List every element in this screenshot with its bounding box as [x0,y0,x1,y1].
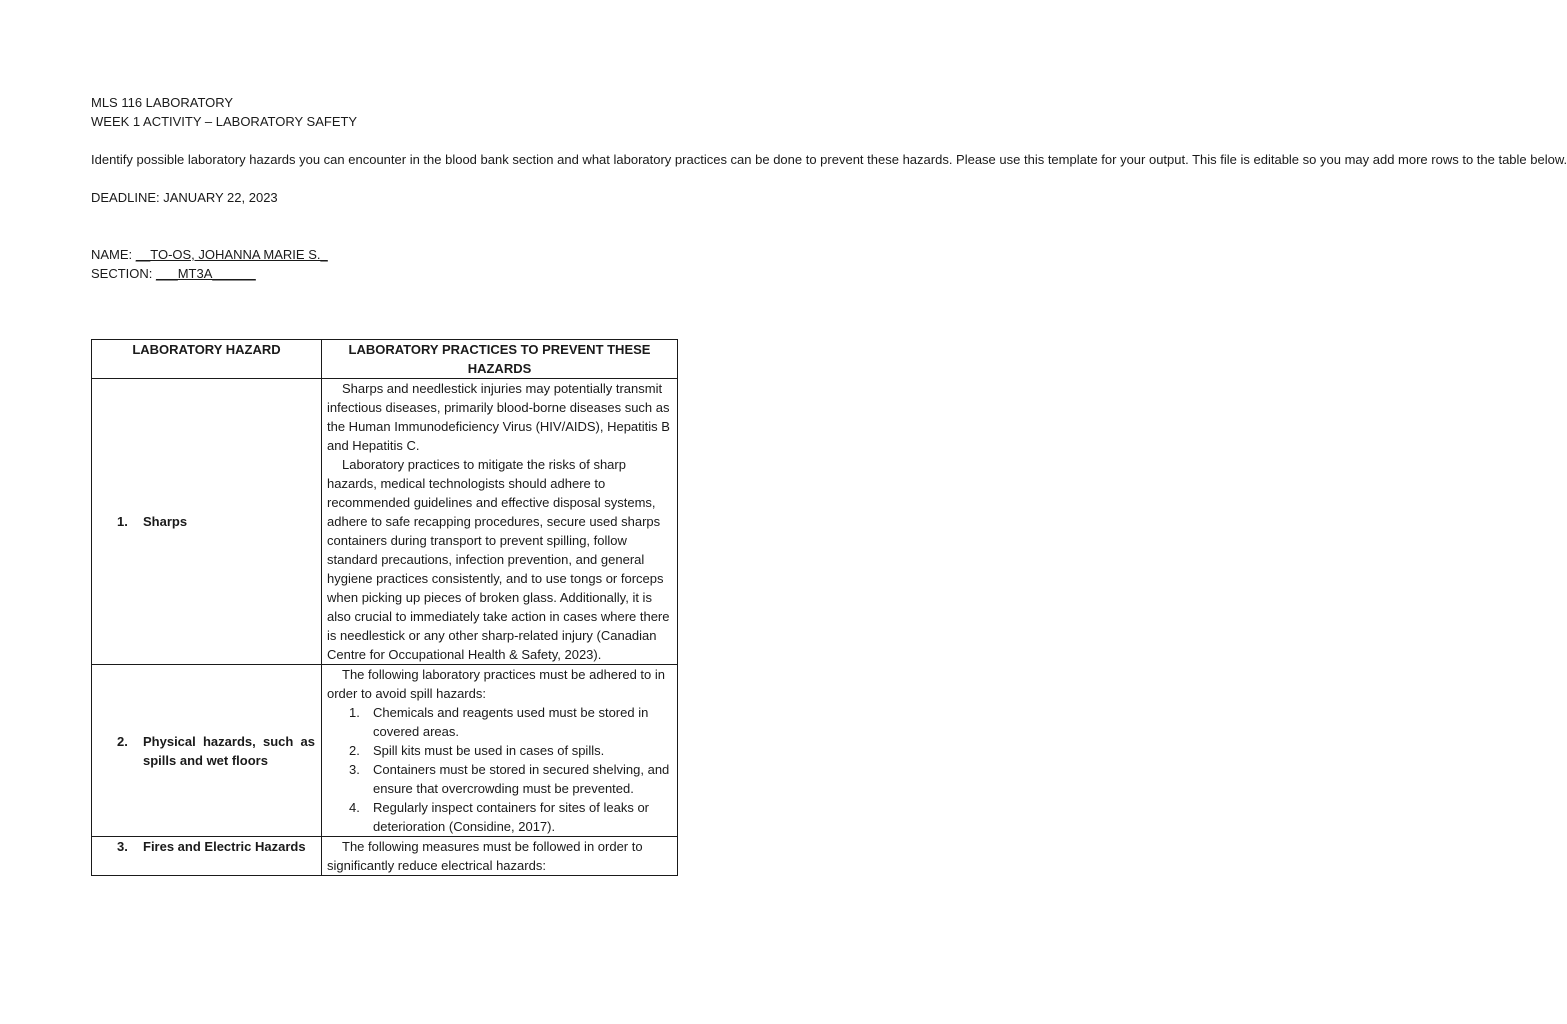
hazard-label [117,512,315,531]
practice-list [327,703,672,836]
practices-cell [322,665,678,837]
hazard-number: 3. [117,839,128,854]
table-row [92,665,678,837]
document-header [91,93,1567,283]
table-header-row [92,340,678,379]
instructions-paragraph: Identify possible laboratory hazards you can encounter in the blood bank section and what laboratory practices can be done to prevent these hazards. Please use this template for your output. This file is editable so you may add more rows to the table below. [91,152,1567,167]
hazard-name: Sharps [143,514,188,529]
deadline-line: DEADLINE: JANUARY 22, 2023 [91,190,278,205]
hazard-name: Physical hazards, such as spills and wet floors [143,733,315,768]
course-title: MLS 116 LABORATORY [91,95,234,110]
hazard-cell [92,837,322,876]
practices-cell [322,379,678,665]
list-item: 4. Regularly inspect containers for sites of leaks or deterioration (Considine, 2017). [349,800,650,834]
hazard-number: 2. [117,733,128,749]
practice-intro: The following measures must be followed in order to significantly reduce electrical hazards: [327,839,643,873]
name-line [91,245,691,264]
hazard-cell [92,665,322,837]
practice-paragraph: Laboratory practices to mitigate the risks of sharp hazards, medical technologists should adhere to recommended guidelines and effective disposal systems, adhere to safe recapping procedures, secure used sharps containers during transport to prevent spilling, follow standard precautions, infection prevention, and general hygiene practices consistently, and to use tongs or forceps when picking up pieces of broken glass. Additionally, it is also crucial to immediately take action in cases where there is needlestick or any other sharp-related injury (Canadian Centre for Occupational Health & Safety, 2023). [327,457,670,662]
hazard-name: Fires and Electric Hazards [143,839,306,854]
practice-paragraph: Sharps and needlestick injuries may potentially transmit infectious diseases, primarily blood-borne diseases such as the Human Immunodeficiency Virus (HIV/AIDS), Hepatitis B and Hepatitis C. [327,381,670,453]
section-value: ___MT3A______ [156,266,256,281]
section-line [91,264,691,283]
practice-intro: The following laboratory practices must be adhered to in order to avoid spill hazards: [327,667,666,701]
section-label: SECTION: [91,266,157,281]
table-row [92,379,678,665]
activity-title: WEEK 1 ACTIVITY – LABORATORY SAFETY [91,114,358,129]
name-value: __TO-OS, JOHANNA MARIE S._ [135,247,328,262]
practices-cell [322,837,678,876]
name-label: NAME: [91,247,136,262]
hazard-label [117,732,315,770]
hazard-label [117,837,315,856]
table-row [92,837,678,876]
list-item: 3. Containers must be stored in secured shelving, and ensure that overcrowding must be prevented. [349,762,670,796]
hazard-cell [92,379,322,665]
hazard-number: 1. [117,514,128,529]
header-practices: LABORATORY PRACTICES TO PREVENT THESE HAZARDS [322,340,678,379]
hazards-table [91,339,678,876]
list-item: 2. Spill kits must be used in cases of spills. [349,743,605,758]
list-item: 1. Chemicals and reagents used must be stored in covered areas. [349,705,649,739]
header-hazard: LABORATORY HAZARD [92,340,322,379]
